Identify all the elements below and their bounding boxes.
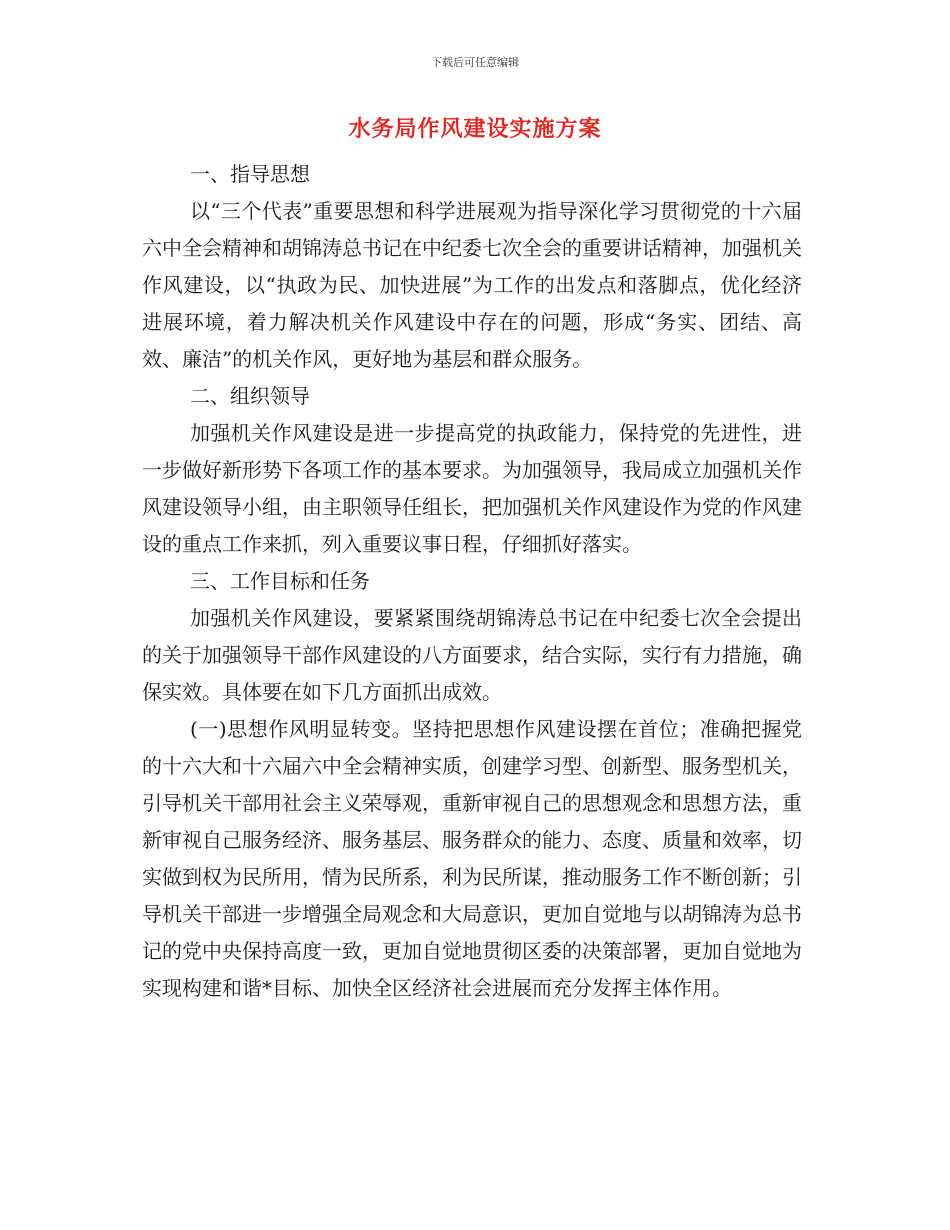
section-1-heading: 一、指导思想 (190, 162, 310, 186)
document-title: 水务局作风建设实施方案 (348, 117, 602, 142)
section-3-paragraph: 加强机关作风建设，要紧紧围绕胡锦涛总书记在中纪委七次全会提出的关于加强领导干部作风建设的八方面要求，结合实际，实行有力措施，确保实效。具体要在如下几方面抓出成效。 (142, 606, 802, 704)
document-body (142, 156, 802, 1007)
section-1-paragraph: 以“三个代表”重要思想和科学进展观为指导深化学习贯彻党的十六届六中全会精神和胡锦涛总书记在中纪委七次全会的重要讲话精神，加强机关作风建设，以“执政为民、加快进展”为工作的出发点和落脚点，优化经济进展环境，着力解决机关作风建设中存在的问题，形成“务实、团结、高效、廉洁”的机关作风，更好地为基层和群众服务。 (142, 199, 802, 371)
section-3-subitem-1: (一)思想作风明显转变。坚持把思想作风建设摆在首位；准确把握党的十六大和十六届六中全会精神实质，创建学习型、创新型、服务型机关，引导机关干部用社会主义荣辱观，重新审视自己的思想观念和思想方法，重新审视自己服务经济、服务基层、服务群众的能力、态度、质量和效率，切实做到权为民所用，情为民所系，利为民所谋，推动服务工作不断创新；引导机关干部进一步增强全局观念和大局意识，更加自觉地与以胡锦涛为总书记的党中央保持高度一致，更加自觉地贯彻区委的决策部署，更加自觉地为实现构建和谐*目标、加快全区经济社会进展而充分发挥主体作用。 (142, 717, 802, 1000)
section-2-paragraph: 加强机关作风建设是进一步提高党的执政能力，保持党的先进性，进一步做好新形势下各项工作的基本要求。为加强领导，我局成立加强机关作风建设领导小组，由主职领导任组长，把加强机关作风建设作为党的作风建设的重点工作来抓，列入重要议事日程，仔细抓好落实。 (142, 421, 802, 556)
section-3-heading: 三、工作目标和任务 (190, 569, 370, 593)
header-note: 下载后可任意编辑 (431, 56, 519, 69)
section-2-heading: 二、组织领导 (190, 384, 310, 408)
